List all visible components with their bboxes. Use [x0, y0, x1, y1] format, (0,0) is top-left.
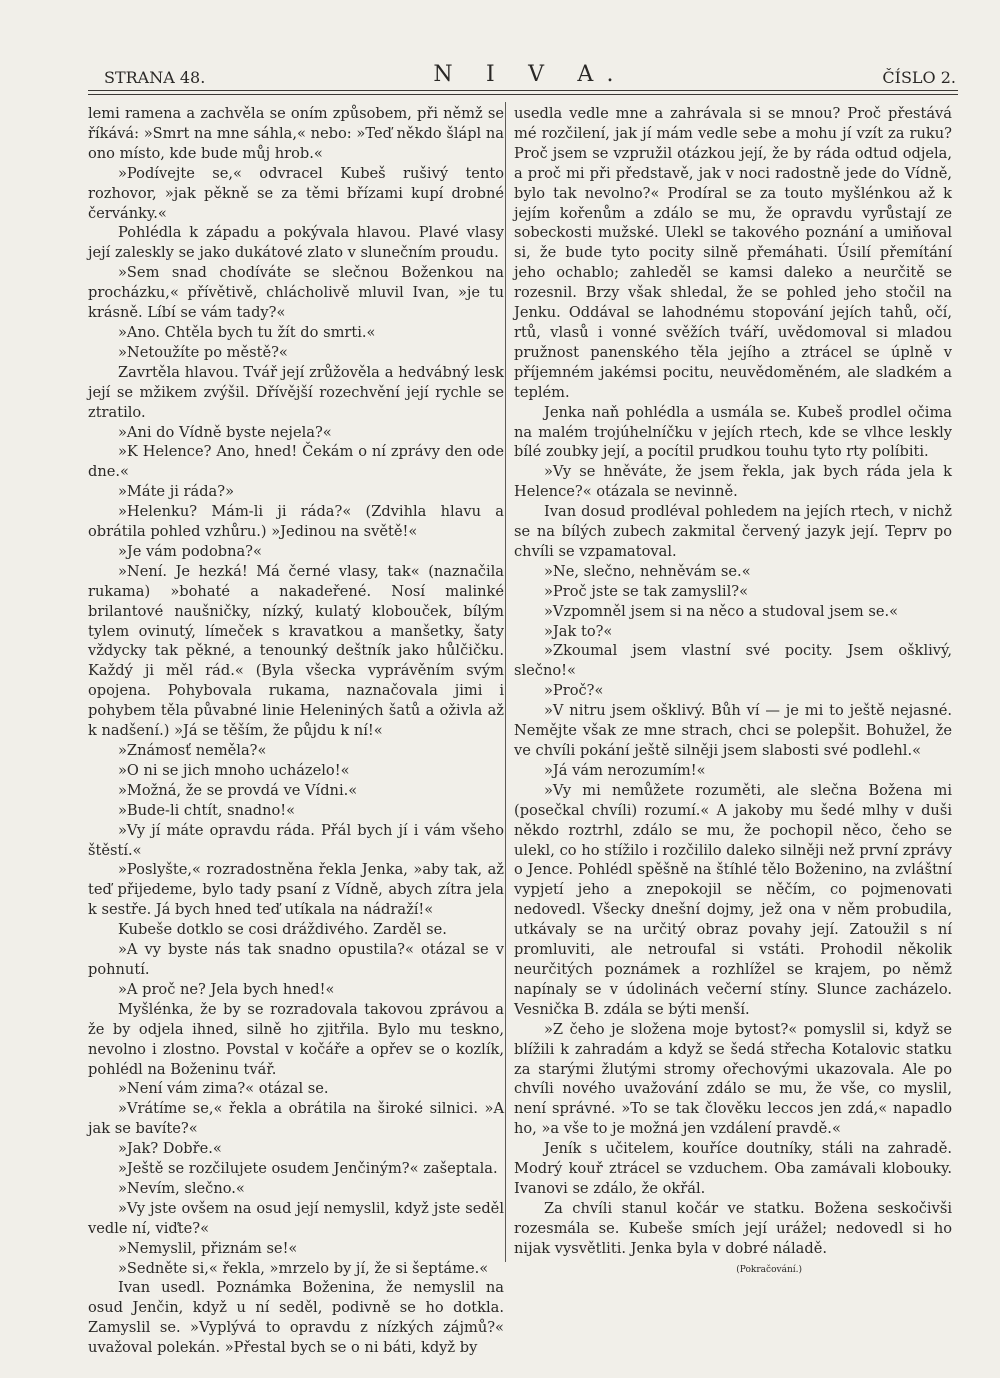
paragraph: usedla vedle mne a zahrávala si se mnou? Proč přestává mé rozčilení, jak jí mám vedle sebe a mohu jí vzít za ruku? Proč jsem se vzpružil otázkou její, že by ráda odtud odjela, a proč mi při představě, jak v noci radostně jede do Vídně, bylo tak nevolno?« Prodíral se za touto myšlénkou až k jejím kořenům a zdálo se mu, že opravdu vyrůstají ze sobeckosti mužské. Ulekl se takového poznání a umiňoval si, že bude tyto pocity silně přemáhati. Úsilí přemítání jeho ochablo; zahleděl se kamsi daleko a neurčitě se rozesnil. Brzy však shledal, že se pohled jeho stočil na Jenku. Oddával se lahodnému stopování jejích tahů, očí, rtů, vlasů i vonné svěžích tváří, uvědomoval si mladou pružnost panenského těla jejího a ztrácel se úplně v příjemném jakémsi pocitu, neuvědoměném, ale sladkém a teplém.: [514, 105, 952, 401]
paragraph: Zavrtěla hlavou. Tvář její zrůžověla a hedvábný lesk její se mžikem zvýšil. Dřívější rozechvění její rychle se ztratilo.: [88, 363, 504, 421]
paragraph: Jeník s učitelem, kouříce doutníky, stáli na zahradě. Modrý kouř ztrácel se vzduchem. Oba zamávali klobouky. Ivanovi se zdálo, že okřál.: [514, 1140, 952, 1197]
paragraph: »Z čeho je složena moje bytost?« pomyslil si, když se blížili k zahradám a když se šedá střecha Kotalovic statku za starými žlutými stromy ořechovými ukazovala. Ale po chvíli nového uvažování zdálo se mu, že vše, co myslil, není správné. »To se tak člověku leccos jen zdá,« napadlo ho, »a vše to je možná jen vzdálení pravdě.«: [514, 1020, 952, 1138]
paragraph: lemi ramena a zachvěla se oním způsobem, při němž se říkává: »Smrt na mne sáhla,« nebo: »Teď někdo šlápl na ono místo, kde bude můj hrob.«: [88, 105, 504, 162]
paragraph: »K Helence? Ano, hned! Čekám o ní zprávy den ode dne.«: [88, 443, 504, 481]
paragraph: »Není. Je hezká! Má černé vlasy, tak« (naznačila rukama) »bohaté a nakadeřené. Nosí malinké brilantové naušničky, nízký, kulatý klobouček, bílým tylem ovinutý, límeček s kravatkou a manšetky, šaty vždycky tak pěkné, a tenounký deštník jako hůlčičku. Každý ji měl rád.« (Byla všecka vyprávěním svým opojena. Pohybovala rukama, naznačovala jimi i pohybem těla půvabné linie Heleniných šatů a oživla až k nadšení.) »Já se těším, že půjdu k ní!«: [88, 562, 504, 740]
paragraph: Pohlédla k západu a pokývala hlavou. Plavé vlasy její zaleskly se jako dukátové zlato v slunečním proudu.: [88, 224, 504, 262]
header-rule: [88, 90, 958, 91]
paragraph: »Vy se hněváte, že jsem řekla, jak bych ráda jela k Helence?« otázala se nevinně.: [514, 463, 952, 501]
paragraph: »Proč?«: [544, 682, 604, 700]
paragraph: »Vzpomněl jsem si na něco a studoval jsem se.«: [544, 602, 899, 620]
paragraph: »Jak to?«: [544, 622, 613, 640]
paragraph: »Podívejte se,« odvracel Kubeš rušivý tento rozhovor, »jak pěkně se za těmi břízami kupí drobné červánky.«: [88, 164, 504, 222]
left-column: [88, 104, 504, 1357]
right-column: [514, 104, 952, 1274]
paragraph: »Ani do Vídně byste nejela?«: [118, 423, 332, 441]
paragraph: »Ano. Chtěla bych tu žít do smrti.«: [118, 323, 376, 341]
right-paragraphs: [514, 104, 952, 1259]
paragraph: »Poslyšte,« rozradostněna řekla Jenka, »aby tak, až teď přijedeme, bylo tady psaní z Vídně, abych zítra jela k sestře. Já bych hned teď utíkala na nádraží!«: [88, 861, 504, 919]
paragraph: Ivan dosud prodléval pohledem na jejích rtech, v nichž se na bílých zubech zakmital červený jazyk její. Teprv po chvíli se vzpamatoval.: [514, 503, 952, 560]
page-number: STRANA 48.: [104, 68, 206, 87]
paragraph: »Vrátíme se,« řekla a obrátila na široké silnici. »A jak se bavíte?«: [88, 1100, 504, 1138]
issue-number: ČÍSLO 2.: [882, 68, 956, 87]
paragraph: »Sem snad chodíváte se slečnou Boženkou na procházku,« přívětivě, chlácholivě mluvil Ivan, »je tu krásně. Líbí se vám tady?«: [88, 264, 504, 322]
paragraph: »Je vám podobna?«: [118, 542, 262, 560]
paragraph: »Sedněte si,« řekla, »mrzelo by jí, že si šeptáme.«: [118, 1259, 489, 1277]
paragraph: »Není vám zima?« otázal se.: [118, 1080, 329, 1098]
paragraph: »Nemyslil, přiznám se!«: [118, 1239, 298, 1257]
paragraph: »Já vám nerozumím!«: [544, 761, 706, 779]
paragraph: »A vy byste nás tak snadno opustila?« otázal se v pohnutí.: [88, 941, 504, 978]
paragraph: »Helenku? Mám-li ji ráda?« (Zdvihla hlavu a obrátila pohled vzhůru.) »Jedinou na světě!«: [88, 503, 504, 541]
paragraph: »Vy jí máte opravdu ráda. Přál bych jí i vám všeho štěstí.«: [88, 821, 504, 859]
paragraph: »V nitru jsem ošklivý. Bůh ví — je mi to ještě nejasné. Nemějte však ze mne strach, chci se polepšit. Bohužel, že ve chvíli pokání ještě silněji jsem slabosti své podlehl.«: [514, 702, 952, 759]
paragraph: »Jak? Dobře.«: [118, 1140, 222, 1158]
paragraph: »Možná, že se provdá ve Vídni.«: [118, 781, 358, 799]
paragraph: Ivan usedl. Poznámka Boženina, že nemyslil na osud Jenčin, když u ní seděl, podivně se ho dotkla. Zamyslil se. »Vyplývá to opravdu z nízkých zájmů?« uvažoval polekán. »Přestal bych se o ni báti, když by: [88, 1279, 504, 1357]
paragraph: »Nevím, slečno.«: [118, 1179, 245, 1197]
magazine-title: N I V A.: [433, 62, 627, 87]
paragraph: »Proč jste se tak zamyslil?«: [544, 582, 749, 600]
paragraph: »Máte ji ráda?»: [118, 483, 235, 501]
column-divider: [505, 102, 506, 1262]
paragraph: »A proč ne? Jela bych hned!«: [118, 980, 335, 998]
paragraph: »Ještě se rozčilujete osudem Jenčiným?« zašeptala.: [118, 1160, 498, 1178]
paragraph: »Zkoumal jsem vlastní své pocity. Jsem ošklivý, slečno!«: [514, 642, 952, 680]
paragraph: »Bude-li chtít, snadno!«: [118, 801, 296, 819]
continuation-note: (Pokračování.): [736, 1264, 802, 1275]
paragraph: Kubeše dotklo se cosi dráždivého. Zarděl se.: [118, 921, 447, 939]
paragraph: »Ne, slečno, nehněvám se.«: [544, 562, 751, 580]
paragraph: Jenka naň pohlédla a usmála se. Kubeš prodlel očima na malém trojúhelníčku v jejích rtech, kde se vlhce leskly bílé zoubky její, a pocítil prudkou touhu tyto rty políbiti.: [514, 403, 952, 461]
paragraph: »Vy jste ovšem na osud její nemyslil, když jste seděl vedle ní, viďte?«: [88, 1199, 504, 1237]
paragraph: »Netoužíte po městě?«: [118, 343, 288, 361]
paragraph: Myšlénka, že by se rozradovala takovou zprávou a že by odjela ihned, silně ho zjitřila. Bylo mu teskno, nevolno i zlostno. Povstal v kočáře a opřev se o kozlík, pohlédl na Boženinu tvář.: [88, 1000, 504, 1078]
page-header: [104, 62, 956, 92]
paragraph: »O ni se jich mnoho ucházelo!«: [118, 761, 350, 779]
paragraph: Za chvíli stanul kočár ve statku. Božena seskočivši rozesmála se. Kubeše smích její urážel; nedovedl si ho nijak vysvětliti. Jenka byla v dobré náladě.: [514, 1199, 952, 1257]
paragraph: »Známosť neměla?«: [118, 742, 267, 759]
paragraph: »Vy mi nemůžete rozuměti, ale slečna Božena mi (posečkal chvíli) rozumí.« A jakoby mu šedé mlhy v duši někdo roztrhl, zdálo se mu, že pochopil něco, čeho se ulekl, co ho stížilo i rozčililo daleko silněji než první zprávy o Jence. Pohlédl spěšně na štíhlé tělo Boženino, na zvláštní vypjetí jeho a znepokojil se něčím, co pojmenovati nedovedl. Všecky dnešní dojmy, jež ona v něm probudila, utkávaly se na určitý obraz povahy její. Zatoužil s ní promluviti, ale netroufal si vstáti. Prohodil několik neurčitých poznámek a rozhlížel se krajem, po němž napínaly se v údolinách večerní stíny. Slunce zacházelo. Vesnička B. zdála se býti menší.: [514, 781, 952, 1018]
header-rule-thin: [88, 94, 958, 95]
